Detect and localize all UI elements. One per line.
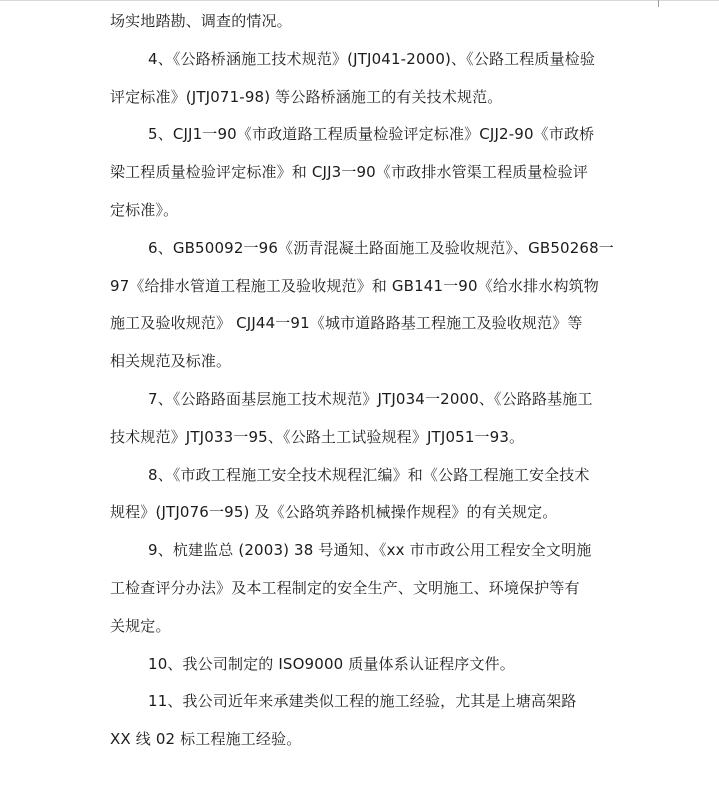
text-line: 场实地踏勘、调查的情况。 [110,12,292,30]
paragraph-item-6 [110,230,640,381]
text-line: 规程》(JTJ076一95) 及《公路筑养路机械操作规程》的有关规定。 [110,503,558,522]
paragraph-item-4 [110,41,640,117]
paragraph-continuation [110,3,640,41]
text-line: 技术规范》JTJ033一95、《公路土工试验规程》JTJ051一93。 [110,427,525,446]
paragraph-item-9 [110,532,640,645]
text-line: 8、《市政工程施工安全技术规程汇编》和《公路工程施工安全技术 [148,465,590,484]
paragraph-item-7 [110,381,640,457]
text-line: 相关规范及标准。 [110,352,232,371]
text-line: 10、我公司制定的 ISO9000 质量体系认证程序文件。 [148,654,515,673]
document-body [110,3,640,759]
text-line: 4、《公路桥涵施工技术规范》(JTJ041-2000)、《公路工程质量检验 [148,49,596,68]
text-line: 梁工程质量检验评定标准》和 CJJ3一90《市政排水管渠工程质量检验评 [110,163,588,182]
text-line: 施工及验收规范》 CJJ44一91《城市道路路基工程施工及验收规范》等 [110,314,583,333]
text-line: XX 线 02 标工程施工经验。 [110,730,302,749]
text-line: 关规定。 [110,616,171,635]
text-line: 7、《公路路面基层施工技术规范》JTJ034一2000、《公路路基施工 [148,389,593,408]
text-line: 工检查评分办法》及本工程制定的安全生产、文明施工、环境保护等有 [110,578,580,597]
paragraph-item-8 [110,457,640,533]
text-line: 97《给排水管道工程施工及验收规范》和 GB141一90《给水排水构筑物 [110,276,599,295]
text-line: 评定标准》(JTJ071-98) 等公路桥涵施工的有关技术规范。 [110,87,503,106]
paragraph-item-11 [110,683,640,759]
text-line: 6、GB50092一96《沥青混凝土路面施工及验收规范》、GB50268一 [148,238,614,257]
text-line: 11、我公司近年来承建类似工程的施工经验，尤其是上塘高架路 [148,692,577,711]
paragraph-item-10 [110,646,640,684]
text-line: 9、杭建监总 (2003) 38 号通知、《xx 市市政公用工程安全文明施 [148,541,592,560]
page-corner-mark [658,0,659,7]
paragraph-item-5 [110,116,640,229]
text-line: 定标准》。 [110,200,179,219]
page-top-edge [0,0,719,1]
text-line: 5、CJJ1一90《市政道路工程质量检验评定标准》CJJ2-90《市政桥 [148,125,595,144]
